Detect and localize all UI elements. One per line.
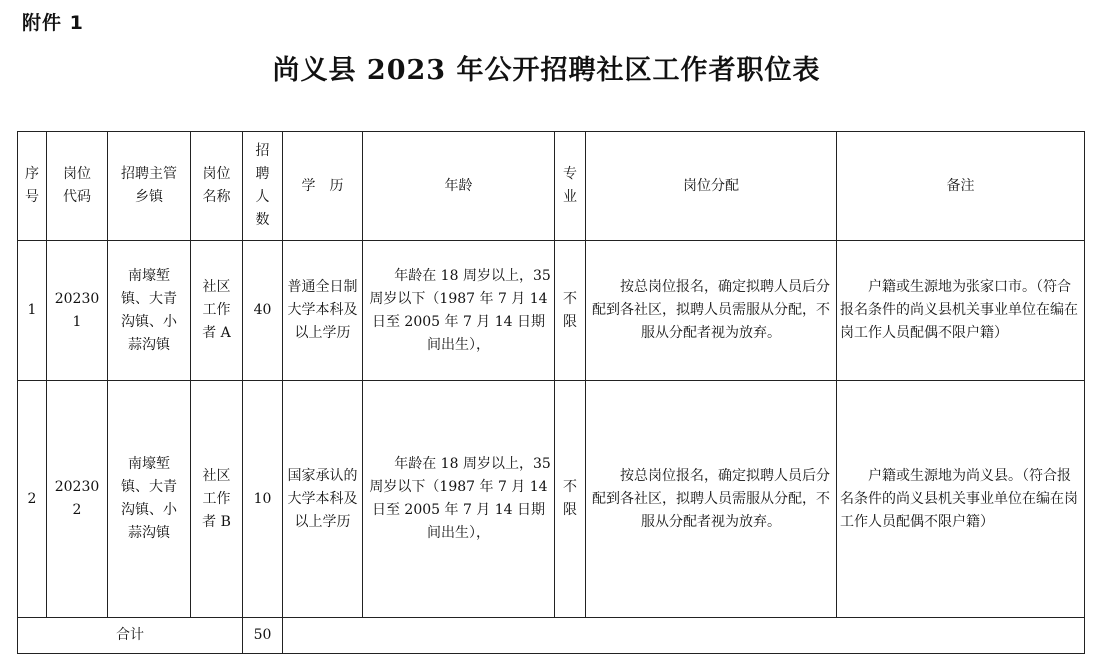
header-age: 年龄	[363, 132, 555, 241]
row-major: 不限	[555, 381, 586, 618]
row-age: 年龄在 18 周岁以上，35 周岁以下（1987 年 7 月 14 日至 2005 年 7 月 14 日期间出生），	[363, 381, 555, 618]
row-town: 南壕堑镇、大青沟镇、小蒜沟镇	[108, 381, 191, 618]
table-row	[18, 381, 1085, 618]
row-town: 南壕堑镇、大青沟镇、小蒜沟镇	[108, 241, 191, 381]
row-count: 40	[243, 241, 283, 381]
row-allocation: 按总岗位报名，确定拟聘人员后分配到各社区，拟聘人员需服从分配，不服从分配者视为放弃。	[586, 241, 837, 381]
row-remarks: 户籍或生源地为尚义县。（符合报名条件的尚义县机关事业单位在编在岗工作人员配偶不限户籍）	[837, 381, 1085, 618]
header-allocation: 岗位分配	[586, 132, 837, 241]
row-seq: 2	[18, 381, 47, 618]
attachment-label: 附件 1	[22, 12, 84, 34]
header-major: 专业	[555, 132, 586, 241]
row-age: 年龄在 18 周岁以上，35 周岁以下（1987 年 7 月 14 日至 2005 年 7 月 14 日期间出生），	[363, 241, 555, 381]
header-seq: 序号	[18, 132, 47, 241]
page-title: 尚义县 2023 年公开招聘社区工作者职位表	[272, 55, 821, 86]
row-count: 10	[243, 381, 283, 618]
row-education: 国家承认的大学本科及以上学历	[283, 381, 363, 618]
header-remarks: 备注	[837, 132, 1085, 241]
row-position: 社区工作者 B	[191, 381, 243, 618]
total-blank	[283, 618, 1085, 654]
row-major: 不限	[555, 241, 586, 381]
row-seq: 1	[18, 241, 47, 381]
table-header-row	[18, 132, 1085, 241]
header-count: 招聘人数	[243, 132, 283, 241]
row-position: 社区工作者 A	[191, 241, 243, 381]
header-town: 招聘主管乡镇	[108, 132, 191, 241]
total-row	[18, 618, 1085, 654]
header-code: 岗位代码	[47, 132, 108, 241]
row-allocation: 按总岗位报名，确定拟聘人员后分配到各社区，拟聘人员需服从分配，不服从分配者视为放弃。	[586, 381, 837, 618]
table-row	[18, 241, 1085, 381]
total-label: 合计	[18, 618, 243, 654]
row-education: 普通全日制大学本科及以上学历	[283, 241, 363, 381]
row-code: 202301	[47, 241, 108, 381]
header-position: 岗位名称	[191, 132, 243, 241]
row-code: 202302	[47, 381, 108, 618]
positions-table	[17, 131, 1085, 654]
header-education: 学 历	[283, 132, 363, 241]
total-count: 50	[243, 618, 283, 654]
row-remarks: 户籍或生源地为张家口市。（符合报名条件的尚义县机关事业单位在编在岗工作人员配偶不限户籍）	[837, 241, 1085, 381]
